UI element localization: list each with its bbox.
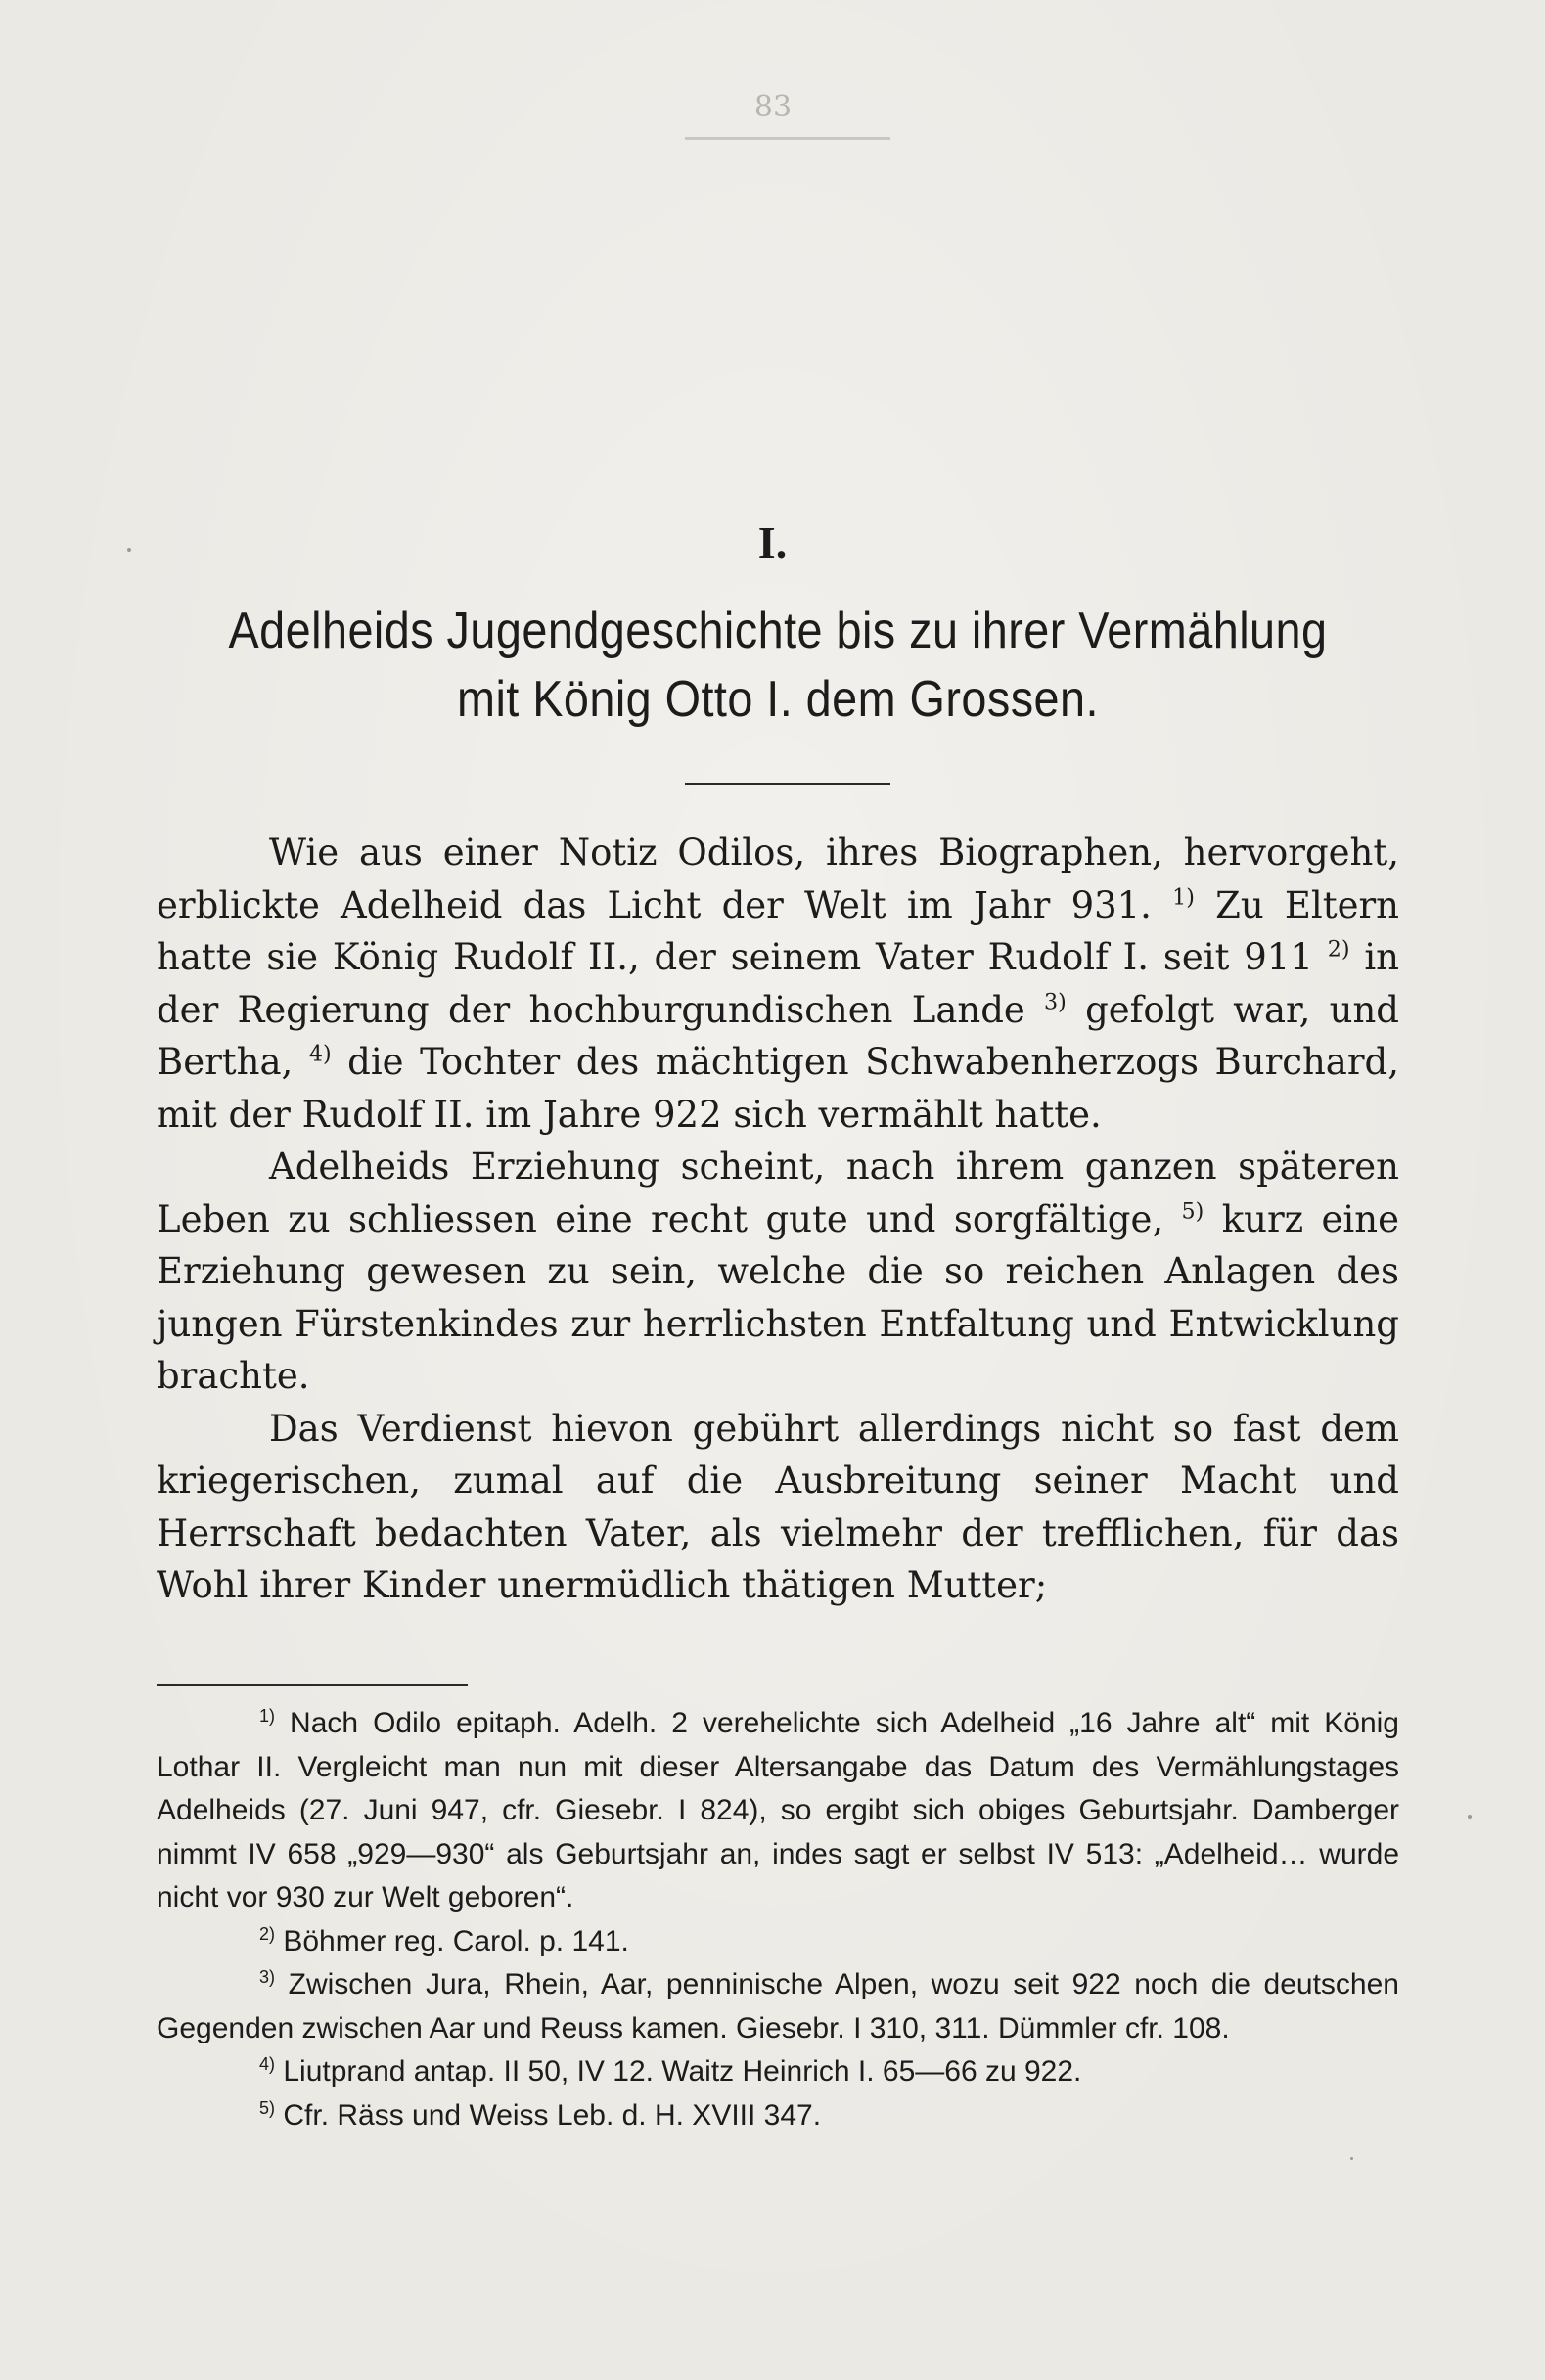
text-run: Adelheids Erziehung scheint, nach ihrem ganzen späteren Leben zu schliessen eine recht gute und sorgfältige,: [157, 1145, 1399, 1240]
text-run: Wie aus einer Notiz Odilos, ihres Biographen, hervorgeht, erblickte Adelheid das Licht der Welt im Jahr 931.: [157, 831, 1399, 926]
paper-speck: [1350, 2157, 1353, 2160]
text-run: kurz eine Erziehung gewesen zu sein, welche die so reichen Anlagen des jungen Fürstenkindes zur herrlichsten Entfaltung und Entwicklung brachte.: [157, 1197, 1399, 1397]
text-run: die Tochter des mächtigen Schwabenherzogs Burchard, mit der Rudolf II. im Jahre 922 sich vermählt hatte.: [157, 1041, 1399, 1136]
footnote: [157, 1702, 1399, 1920]
bleed-through-shading: [157, 194, 1409, 241]
footnote-divider: [157, 1684, 468, 1686]
page-number-rule: [685, 137, 890, 140]
footnote: [157, 1920, 1399, 1964]
footnote: [157, 1963, 1399, 2050]
paper-speck: [1468, 1815, 1472, 1819]
footnote-text: Böhmer reg. Carol. p. 141.: [283, 1924, 629, 1957]
footnote: [157, 2094, 1399, 2138]
text-run: gefolgt war, und Bertha,: [157, 988, 1399, 1083]
footnote-ref[interactable]: 1): [1172, 884, 1195, 911]
paper-speck: [127, 548, 131, 552]
footnote-marker: 5): [259, 2097, 276, 2118]
footnote-ref[interactable]: 5): [1181, 1198, 1204, 1225]
text-run: in der Regierung der hochburgundischen Lande: [157, 936, 1399, 1031]
title-divider: [685, 783, 890, 785]
footnotes: [157, 1702, 1399, 2137]
footnote-marker: 4): [259, 2054, 276, 2074]
text-run: Das Verdienst hievon gebührt allerdings nicht so fast dem kriegerischen, zumal auf die Ausbreitung seiner Macht und Herrschaft bedachten Vater, als vielmehr der trefflichen, für das Wohl ihrer Kinder unermüdlich thätigen Mutter;: [157, 1407, 1399, 1606]
footnote-text: Zwischen Jura, Rhein, Aar, penninische Alpen, wozu seit 922 noch die deutschen Gegenden zwischen Aar und Reuss kamen. Giesebr. I 310, 311. Dümmler cfr. 108.: [157, 1968, 1399, 2044]
paragraph: [157, 1403, 1399, 1612]
footnote-ref[interactable]: 3): [1044, 989, 1067, 1015]
footnote-ref[interactable]: 2): [1327, 936, 1350, 963]
footnote: [157, 2050, 1399, 2094]
footnote-ref[interactable]: 4): [308, 1041, 332, 1067]
text-run: Zu Eltern hatte sie König Rudolf II., der seinem Vater Rudolf I. seit 911: [157, 883, 1399, 978]
footnote-marker: 2): [259, 1923, 276, 1944]
paragraph: [157, 1141, 1399, 1403]
body-text: [157, 827, 1399, 1612]
section-numeral: I.: [757, 517, 788, 567]
chapter-title: [219, 597, 1338, 734]
footnote-marker: 1): [259, 1706, 276, 1726]
footnote-marker: 3): [259, 1967, 276, 1987]
chapter-title-line-1: Adelheids Jugendgeschichte bis zu ihrer Vermählung: [228, 603, 1328, 659]
chapter-title-line-2: mit König Otto I. dem Grossen.: [457, 671, 1099, 728]
footnote-text: Nach Odilo epitaph. Adelh. 2 verehelichte sich Adelheid „16 Jahre alt“ mit König Lothar II. Vergleicht man nun mit dieser Altersangabe das Datum des Vermählungstages Adelheids (27. Juni 947, cfr. Giesebr. I 824), so ergibt sich obiges Geburtsjahr. Damberger nimmt IV 658 „929—930“ als Geburtsjahr an, indes sagt er selbst IV 513: „Adelheid… wurde nicht vor 930 zur Welt geboren“.: [157, 1707, 1399, 1913]
page-number: 83: [753, 90, 793, 124]
footnote-text: Cfr. Räss und Weiss Leb. d. H. XVIII 347.: [283, 2098, 822, 2132]
footnote-text: Liutprand antap. II 50, IV 12. Waitz Heinrich I. 65—66 zu 922.: [283, 2055, 1082, 2088]
paragraph: [157, 827, 1399, 1141]
